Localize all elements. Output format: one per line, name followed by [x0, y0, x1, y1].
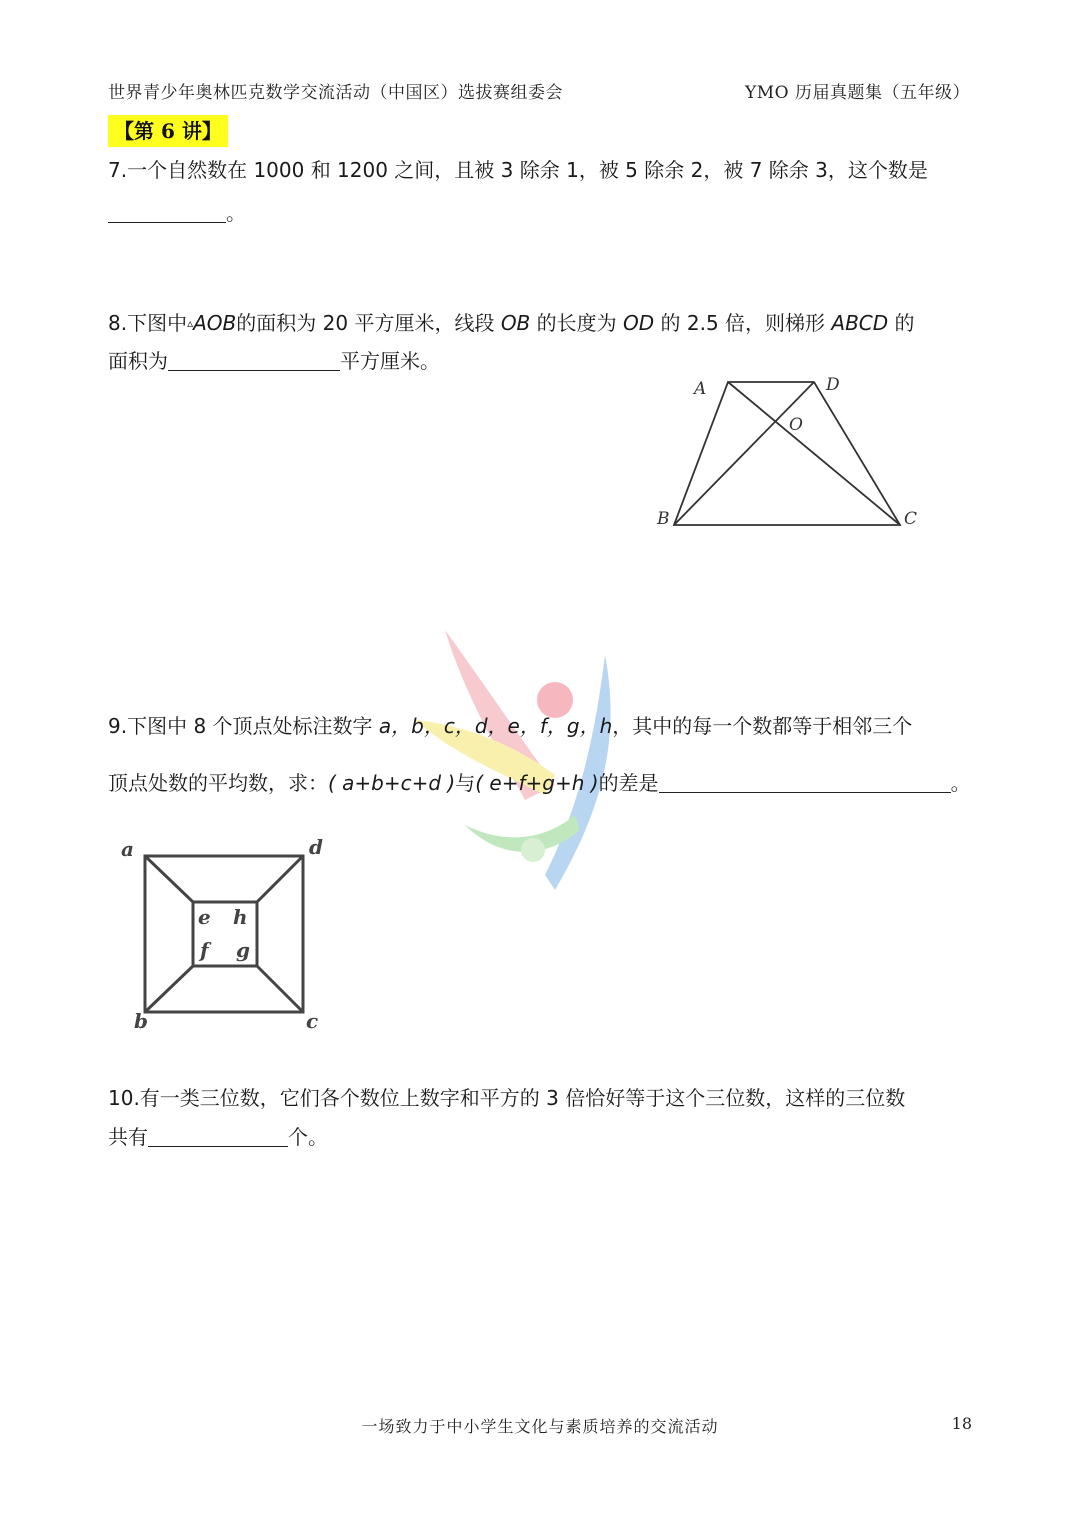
- question-7: [108, 157, 976, 183]
- q8-text-5: 的: [888, 311, 915, 335]
- question-10: [108, 1084, 976, 1112]
- q8-answer-blank[interactable]: [168, 350, 340, 371]
- q9-line2-a: 顶点处数的平均数，求：: [108, 771, 328, 795]
- q9-vars: a，b，c，d，e，f，g，h: [378, 714, 613, 738]
- q7-answer-blank[interactable]: [108, 202, 226, 223]
- question-9: [108, 712, 976, 740]
- q9-expr-1: ( a+b+c+d ): [328, 771, 456, 795]
- page-number: 18: [951, 1414, 972, 1433]
- q9-answer-blank[interactable]: [659, 772, 951, 793]
- q8-text-3: 的长度为: [530, 311, 623, 335]
- q10-text: 10.有一类三位数，它们各个数位上数字和平方的 3 倍恰好等于这个三位数，这样的三位数: [108, 1086, 906, 1110]
- q9-expr-2: ( e+f+g+h ): [475, 771, 599, 795]
- q9-line2-b: 与: [455, 771, 476, 795]
- label-e: e: [198, 905, 211, 929]
- watermark-logo-icon: [405, 625, 635, 895]
- header-book-title: YMO 历届真题集（五年级）: [745, 83, 970, 103]
- q8-text-2: 的面积为 20 平方厘米，线段: [236, 311, 501, 335]
- q7-answer-line: [108, 200, 976, 226]
- label-o: O: [789, 415, 803, 435]
- q7-end: 。: [226, 201, 246, 225]
- label-a: A: [694, 379, 707, 399]
- q7-text: 7.一个自然数在 1000 和 1200 之间，且被 3 除余 1，被 5 除余 2，被 7 除余 3，这个数是: [108, 158, 928, 182]
- square-figure: [115, 832, 335, 1037]
- label-a: a: [121, 837, 134, 861]
- q8-ob: OB: [500, 311, 531, 335]
- q9-text-1: 9.下图中 8 个顶点处标注数字: [108, 714, 379, 738]
- label-h: h: [233, 905, 248, 929]
- q9-line2-c: 的差是: [598, 771, 659, 795]
- label-c: C: [904, 509, 918, 529]
- q10-line-2: [108, 1123, 976, 1151]
- q9-text-2: ，其中的每一个数都等于相邻三个: [612, 714, 913, 738]
- label-g: g: [236, 938, 250, 962]
- label-b: b: [134, 1009, 148, 1033]
- label-d: d: [309, 835, 323, 859]
- q8-text-4: 的 2.5 倍，则梯形: [654, 311, 832, 335]
- question-8: [108, 309, 976, 337]
- q8-aob: AOB: [193, 311, 237, 335]
- q9-end: 。: [950, 771, 971, 795]
- q8-abcd: ABCD: [831, 311, 889, 335]
- q10-line2-b: 个。: [288, 1125, 328, 1149]
- triangle-symbol-icon: ▵: [187, 316, 194, 330]
- label-c: c: [306, 1009, 319, 1033]
- q8-text-1: 8.下图中: [108, 311, 188, 335]
- q8-line2-b: 平方厘米。: [340, 349, 440, 373]
- q10-line2-a: 共有: [108, 1125, 148, 1149]
- label-f: f: [200, 938, 209, 962]
- q9-line-2: [108, 769, 976, 797]
- q8-line2-a: 面积为: [108, 349, 168, 373]
- q8-od: OD: [623, 311, 655, 335]
- label-d: D: [826, 375, 840, 395]
- q10-answer-blank[interactable]: [148, 1126, 288, 1147]
- label-b: B: [657, 509, 670, 529]
- header-organizer: 世界青少年奥林匹克数学交流活动（中国区）选拔赛组委会: [108, 83, 563, 103]
- trapezoid-figure: [650, 370, 930, 540]
- footer-slogan: 一场致力于中小学生文化与素质培养的交流活动: [361, 1417, 719, 1436]
- section-tag: 【第 6 讲】: [108, 115, 228, 147]
